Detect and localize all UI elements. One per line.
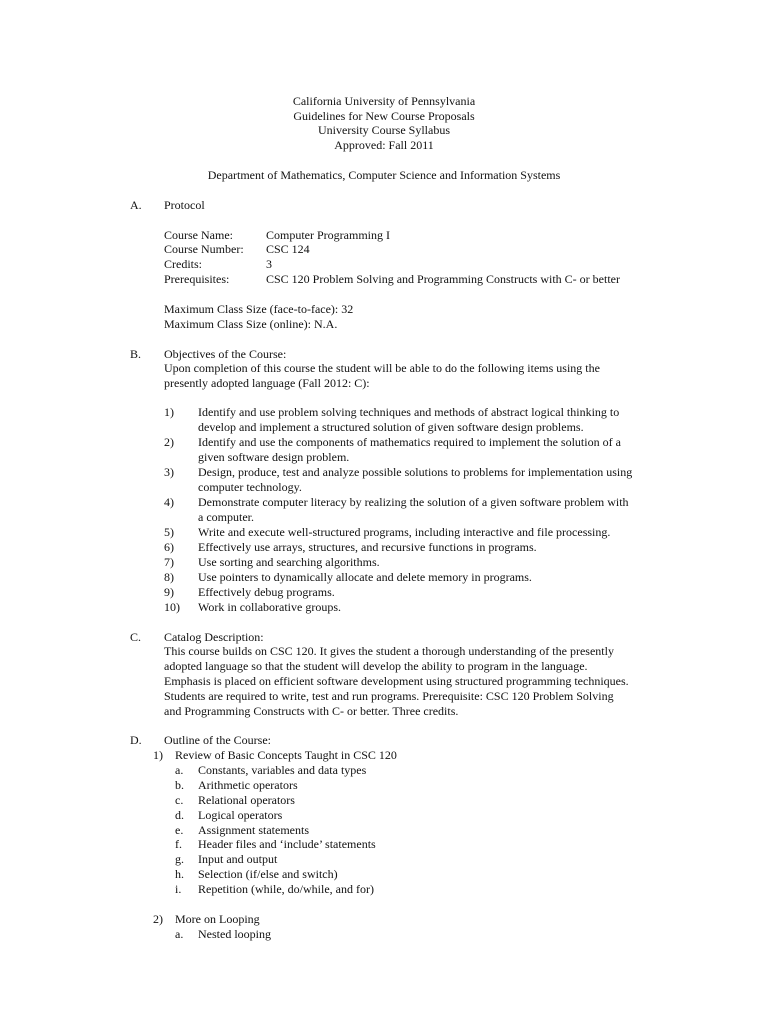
course-number-value: CSC 124	[266, 242, 310, 256]
objective-number: 10)	[164, 600, 180, 614]
objective-number: 7)	[164, 555, 174, 569]
section-d-title: Outline of the Course:	[164, 733, 271, 747]
outline-sub-text: Logical operators	[198, 808, 283, 822]
objective-text: Identify and use the components of mathematics required to implement the solution of a	[198, 435, 621, 449]
outline-sub-letter: c.	[175, 793, 184, 807]
catalog-description-line: adopted language so that the student will develop the ability to program in the language.	[164, 659, 588, 673]
max-class-size-f2f: Maximum Class Size (face-to-face): 32	[164, 302, 354, 316]
outline-sub-text: Repetition (while, do/while, and for)	[198, 882, 374, 896]
outline-sub-text: Input and output	[198, 852, 278, 866]
objective-number: 6)	[164, 540, 174, 554]
outline-sub-letter: h.	[175, 867, 184, 881]
catalog-description-line: Students are required to write, test and run programs. Prerequisite: CSC 120 Problem Solving	[164, 689, 614, 703]
objective-text: Demonstrate computer literacy by realizing the solution of a given software problem with	[198, 495, 629, 509]
outline-sub-text: Nested looping	[198, 927, 271, 941]
outline-sub-text: Relational operators	[198, 793, 295, 807]
objective-text: Effectively use arrays, structures, and recursive functions in programs.	[198, 540, 537, 554]
outline-topic-title: More on Looping	[175, 912, 260, 926]
outline-topic-number: 2)	[153, 912, 163, 926]
department-name: Department of Mathematics, Computer Science and Information Systems	[207, 168, 561, 182]
objective-number: 2)	[164, 435, 174, 449]
outline-sub-text: Constants, variables and data types	[198, 763, 367, 777]
objective-text: Effectively debug programs.	[198, 585, 335, 599]
objectives-intro-line-1: Upon completion of this course the student will be able to do the following items using the	[164, 361, 600, 375]
section-c-title: Catalog Description:	[164, 630, 264, 644]
outline-sub-letter: b.	[175, 778, 184, 792]
outline-sub-text: Assignment statements	[198, 823, 309, 837]
course-name-label: Course Name:	[164, 228, 233, 242]
credits-label: Credits:	[164, 257, 202, 271]
section-b-title: Objectives of the Course:	[164, 347, 287, 361]
outline-sub-letter: a.	[175, 763, 184, 777]
objective-text: Use pointers to dynamically allocate and delete memory in programs.	[198, 570, 532, 584]
prerequisites-label: Prerequisites:	[164, 272, 230, 286]
objectives-intro-line-2: presently adopted language (Fall 2012: C):	[164, 376, 370, 390]
objective-text: develop and implement a structured solution of given software design problems.	[198, 420, 584, 434]
outline-sub-text: Header files and ‘include’ statements	[198, 837, 376, 851]
credits-value: 3	[266, 257, 272, 271]
outline-sub-letter: g.	[175, 852, 184, 866]
section-a-title: Protocol	[164, 198, 205, 212]
objective-text: Write and execute well-structured programs, including interactive and file processing.	[198, 525, 611, 539]
catalog-description-line: and Programming Constructs with C- or better. Three credits.	[164, 704, 459, 718]
objective-number: 5)	[164, 525, 174, 539]
objective-text: computer technology.	[198, 480, 302, 494]
course-number-label: Course Number:	[164, 242, 244, 256]
course-name-value: Computer Programming I	[266, 228, 390, 242]
max-class-size-online: Maximum Class Size (online): N.A.	[164, 317, 338, 331]
section-d-letter: D.	[130, 733, 142, 747]
objective-text: Design, produce, test and analyze possible solutions to problems for implementation using	[198, 465, 633, 479]
objective-text: a computer.	[198, 510, 254, 524]
objective-text: Use sorting and searching algorithms.	[198, 555, 380, 569]
objective-text: Identify and use problem solving techniques and methods of abstract logical thinking to	[198, 405, 620, 419]
outline-sub-letter: a.	[175, 927, 184, 941]
approval-date: Approved: Fall 2011	[334, 138, 434, 152]
objective-number: 9)	[164, 585, 174, 599]
outline-sub-text: Arithmetic operators	[198, 778, 298, 792]
objective-number: 3)	[164, 465, 174, 479]
section-b-letter: B.	[130, 347, 142, 361]
objective-number: 4)	[164, 495, 174, 509]
outline-sub-letter: i.	[175, 882, 182, 896]
outline-sub-letter: d.	[175, 808, 184, 822]
catalog-description-line: This course builds on CSC 120. It gives the student a thorough understanding of the presently	[164, 644, 614, 658]
outline-topic-number: 1)	[153, 748, 163, 762]
outline-sub-letter: f.	[175, 837, 182, 851]
syllabus-title: University Course Syllabus	[318, 123, 450, 137]
catalog-description-line: Emphasis is placed on efficient software development using structured programming techniques.	[164, 674, 629, 688]
university-name: California University of Pennsylvania	[292, 94, 476, 108]
section-c-letter: C.	[130, 630, 142, 644]
objective-number: 8)	[164, 570, 174, 584]
guidelines-title: Guidelines for New Course Proposals	[293, 109, 475, 123]
outline-topic-title: Review of Basic Concepts Taught in CSC 120	[175, 748, 397, 762]
objective-text: Work in collaborative groups.	[198, 600, 341, 614]
outline-sub-text: Selection (if/else and switch)	[198, 867, 338, 881]
outline-sub-letter: e.	[175, 823, 184, 837]
objective-number: 1)	[164, 405, 174, 419]
objective-text: given software design problem.	[198, 450, 350, 464]
prerequisites-value: CSC 120 Problem Solving and Programming Constructs with C- or better	[266, 272, 620, 286]
section-a-letter: A.	[130, 198, 142, 212]
